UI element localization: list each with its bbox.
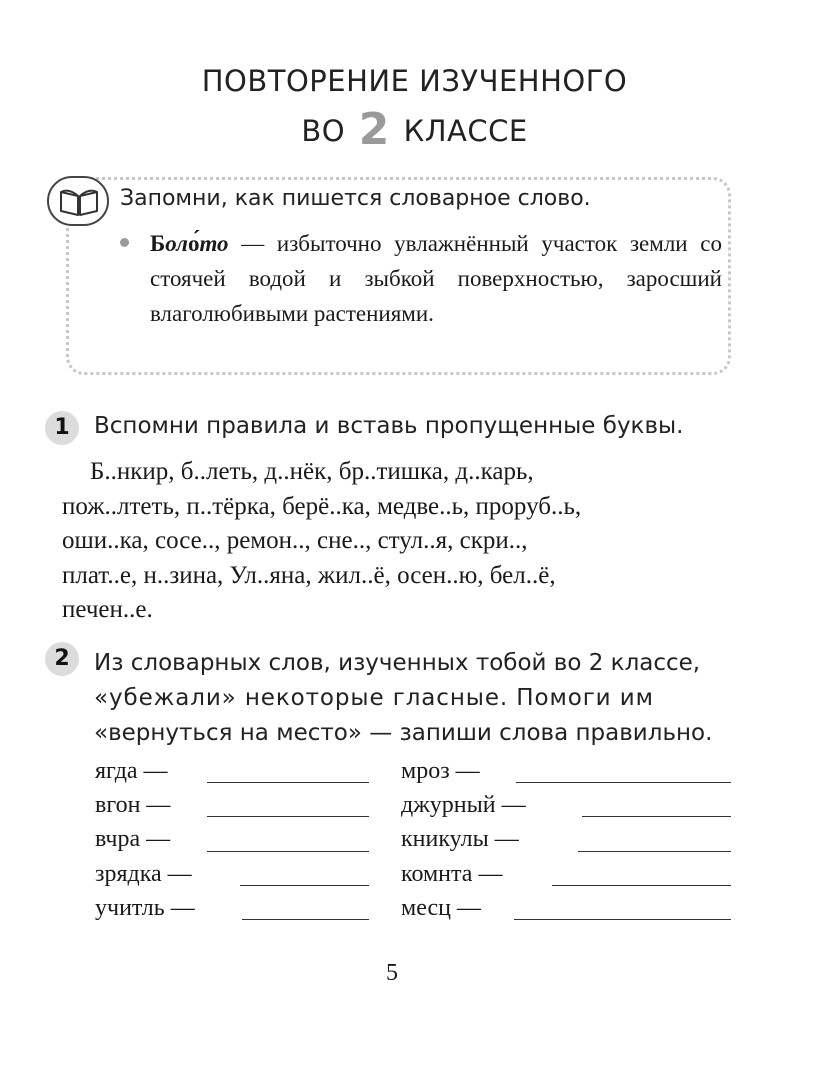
exercise-1-line: Б..нкир, б..леть, д..нёк, бр..тишка, д..карь, <box>90 458 534 485</box>
dictionary-word <box>150 231 229 256</box>
note-heading: Запомни, как пишется словарное слово. <box>120 186 591 211</box>
page-title-line-1: ПОВТОРЕНИЕ ИЗУЧЕННОГО <box>201 64 628 98</box>
word-item-left: вчра — <box>95 826 171 852</box>
word-item-left: зрядка — <box>95 861 192 887</box>
word-item-left: ягда — <box>95 758 168 784</box>
answer-blank[interactable] <box>514 919 731 920</box>
answer-blank[interactable] <box>242 919 369 920</box>
answer-blank[interactable] <box>207 851 369 852</box>
answer-blank[interactable] <box>207 816 369 817</box>
word-part-italic: то <box>199 231 229 256</box>
exercise-1-line: оши..ка, сосе.., ремон.., сне.., стул..я, скри.., <box>62 527 528 554</box>
title-word-vo: ВО <box>301 114 346 148</box>
answer-blank[interactable] <box>516 782 731 783</box>
exercise-1-line: печен..е. <box>62 596 153 623</box>
word-item-right: мроз — <box>401 758 480 784</box>
bullet-point <box>120 238 129 247</box>
exercise-2-task-line: Из словарных слов, изученных тобой во 2 классе, <box>94 650 701 676</box>
answer-blank[interactable] <box>578 851 731 852</box>
word-item-right: комнта — <box>401 861 503 887</box>
word-part-italic: ол <box>165 231 188 256</box>
word-item-right: кникулы — <box>401 826 519 852</box>
page-number: 5 <box>386 960 398 986</box>
open-book-icon <box>47 176 109 226</box>
word-item-left: вгон — <box>95 792 171 818</box>
dictionary-word-definition <box>150 226 722 331</box>
definition-text: — избыточно увлажнённый участок земли со стоячей водой и зыбкой поверхностью, заросший влаголюбивыми растениями. <box>150 231 722 326</box>
word-part-stressed: о́ <box>187 231 200 256</box>
exercise-1-line: пож..лтеть, п..тёрка, берё..ка, медве..ь, проруб..ь, <box>62 492 582 520</box>
exercise-2-task <box>94 646 732 751</box>
exercise-number-2: 2 <box>45 642 79 676</box>
word-item-left: учитль — <box>95 895 195 921</box>
answer-blank[interactable] <box>240 885 369 886</box>
exercise-2-task-line: «вернуться на место» — запиши слова правильно. <box>94 720 713 746</box>
word-part: Б <box>150 231 166 256</box>
exercise-1-words <box>62 455 732 628</box>
exercise-1-task: Вспомни правила и вставь пропущенные буквы. <box>94 413 684 439</box>
title-word-klasse: КЛАССЕ <box>403 114 528 148</box>
page-title-line-2 <box>0 104 829 155</box>
answer-blank[interactable] <box>207 782 369 783</box>
exercise-2-task-line: «убежали» некоторые гласные. Помоги им <box>94 685 654 711</box>
word-item-right: джурный — <box>401 792 526 818</box>
exercise-number-1: 1 <box>45 411 79 445</box>
title-grade-number: 2 <box>358 104 390 155</box>
exercise-1-line: плат..е, н..зина, Ул..яна, жил..ё, осен..ю, бел..ё, <box>62 561 556 589</box>
word-item-right: месц — <box>401 895 481 921</box>
answer-blank[interactable] <box>552 885 731 886</box>
answer-blank[interactable] <box>582 816 731 817</box>
